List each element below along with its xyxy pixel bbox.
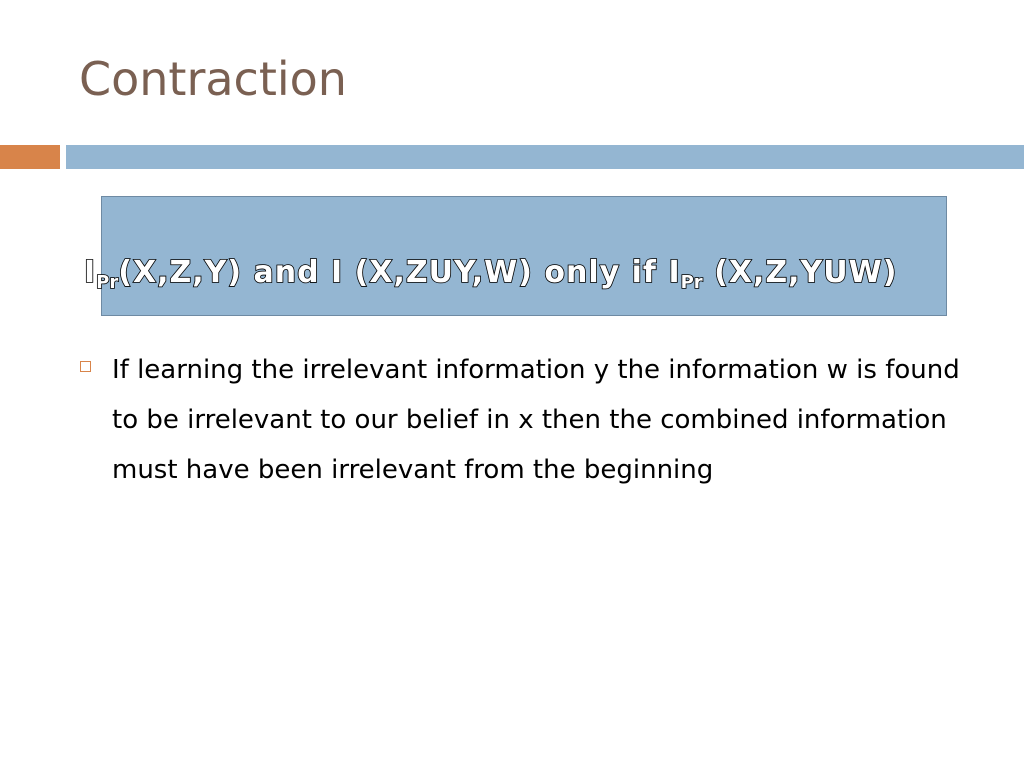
slide-title: Contraction bbox=[79, 52, 347, 106]
formula-text bbox=[84, 255, 964, 293]
formula-subscript: Pr bbox=[96, 272, 119, 293]
bullet-text: If learning the irrelevant information y the information w is found to be irrelevant to our belief in x then the combined information must have been irrelevant from the beginning bbox=[112, 355, 960, 485]
formula-symbol: I bbox=[668, 255, 681, 290]
formula-segment: (X,Z,YUW) bbox=[702, 255, 898, 290]
hollow-square-bullet-icon bbox=[80, 361, 91, 372]
formula-symbol: I bbox=[84, 255, 97, 290]
formula-segment: (X,Z,Y) and I (X,ZUY,W) only if bbox=[118, 255, 669, 290]
bullet-item bbox=[80, 345, 980, 495]
accent-bar-orange bbox=[0, 145, 60, 169]
accent-bar-blue bbox=[66, 145, 1024, 169]
formula-subscript: Pr bbox=[680, 272, 703, 293]
